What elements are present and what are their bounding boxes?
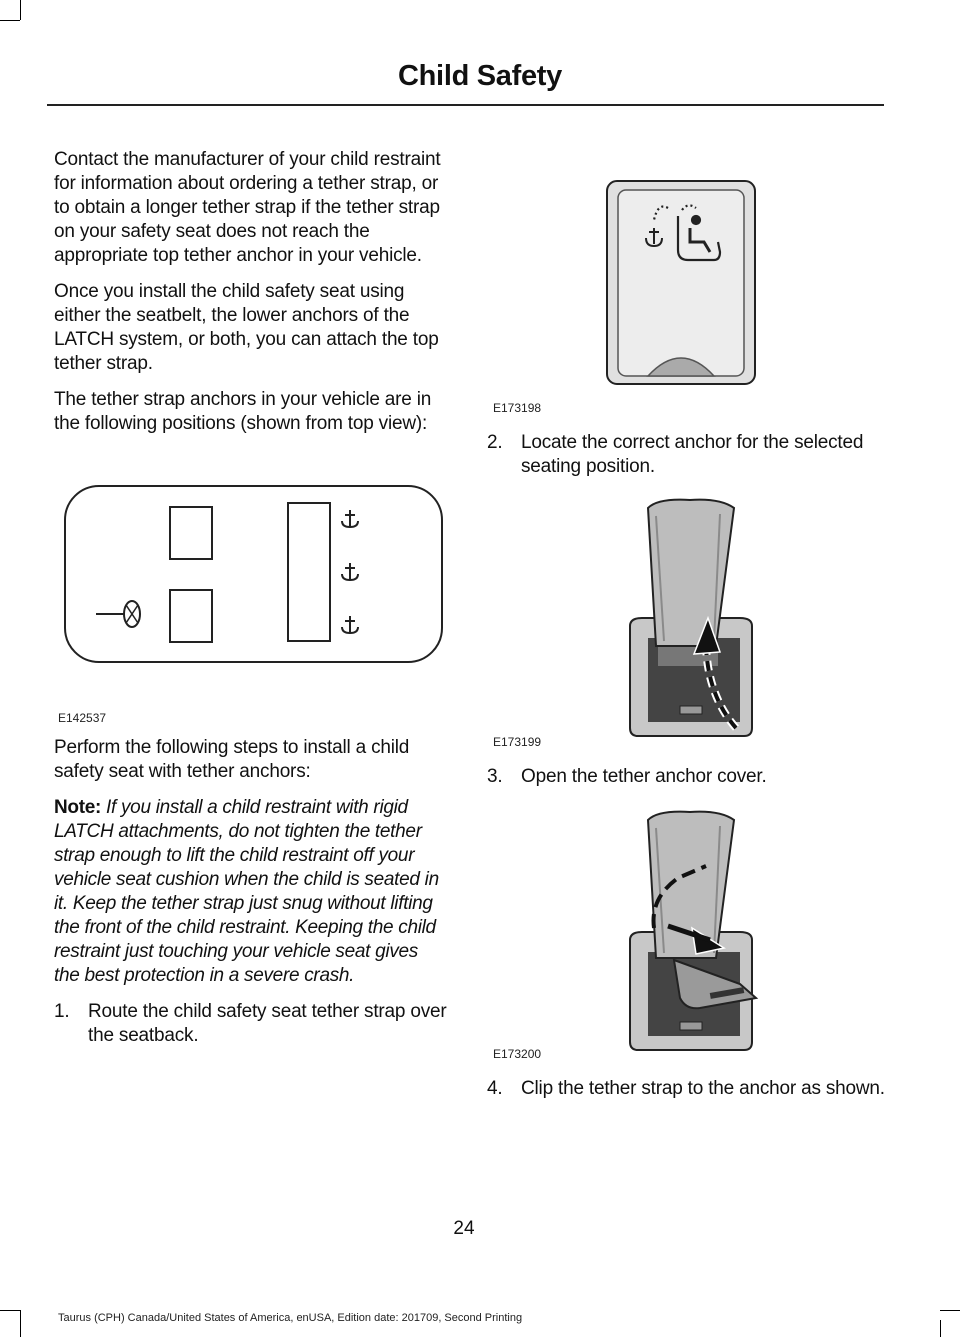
step-number: 2. (487, 432, 503, 453)
rear-seat (288, 503, 330, 641)
left-column-bottom (54, 736, 448, 1048)
crop-mark (940, 1310, 960, 1311)
paragraph: The tether strap anchors in your vehicle are in the following positions (shown from top view): (54, 389, 432, 434)
crop-mark (20, 1310, 21, 1337)
front-seat (170, 507, 212, 559)
page-title: Child Safety (398, 60, 562, 92)
step-number: 4. (487, 1078, 503, 1099)
paragraph: Perform the following steps to install a child safety seat with tether anchors: (54, 737, 410, 782)
step-1 (54, 1000, 448, 1048)
crop-mark (940, 1320, 941, 1337)
step-text: Clip the tether strap to the anchor as shown. (521, 1078, 885, 1099)
note-text: If you install a child restraint with rigid LATCH attachments, do not tighten the tether strap enough to lift the child restraint off your vehicle seat cushion when the child is seated in it. Keep the tether strap just snug without lifting the front of the child restraint. Keeping the child restraint just touching your vehicle seat gives the best protection in a severe crash. (54, 797, 439, 986)
figure-code: E173198 (493, 401, 542, 415)
figure-code: E173199 (493, 735, 542, 749)
crop-mark (0, 1310, 20, 1311)
step-number: 3. (487, 766, 503, 787)
step-4 (487, 1077, 911, 1101)
front-seat (170, 590, 212, 642)
figure-code: E142537 (58, 711, 107, 725)
crop-mark (0, 20, 20, 21)
note-label: Note: (54, 797, 102, 818)
step-text: Route the child safety seat tether strap over the seatback. (88, 1001, 447, 1046)
note (54, 796, 448, 988)
anchor-icon (342, 510, 358, 527)
header-rule (47, 104, 884, 106)
tether-anchor-cover-figure (606, 180, 756, 386)
figure-code: E173200 (493, 1047, 542, 1061)
step-text: Open the tether anchor cover. (521, 766, 767, 787)
step-3 (487, 765, 911, 789)
anchor-icon (342, 563, 358, 580)
anchor-positions-diagram (64, 485, 444, 665)
page-number: 24 (453, 1218, 475, 1239)
footer-text: Taurus (CPH) Canada/United States of America, enUSA, Edition date: 201709, Second Printing (58, 1312, 523, 1324)
crop-mark (20, 0, 21, 20)
left-column-top (54, 148, 448, 448)
vehicle-outline (65, 486, 442, 662)
step-number: 1. (54, 1001, 70, 1022)
paragraph: Once you install the child safety seat using either the seatbelt, the lower anchors of the LATCH system, or both, you can attach the top tether strap. (54, 281, 439, 374)
step-text: Locate the correct anchor for the selected seating position. (521, 432, 864, 477)
anchor-icon (342, 616, 358, 633)
anchor-clip-figure (628, 808, 760, 1052)
paragraph: Contact the manufacturer of your child restraint for information about ordering a tether strap, or to obtain a longer tether strap if the tether strap on your safety seat does not reach the appropriate top tether anchor in your vehicle. (54, 149, 441, 266)
step-2 (487, 431, 911, 479)
cover-open-figure (628, 496, 754, 738)
